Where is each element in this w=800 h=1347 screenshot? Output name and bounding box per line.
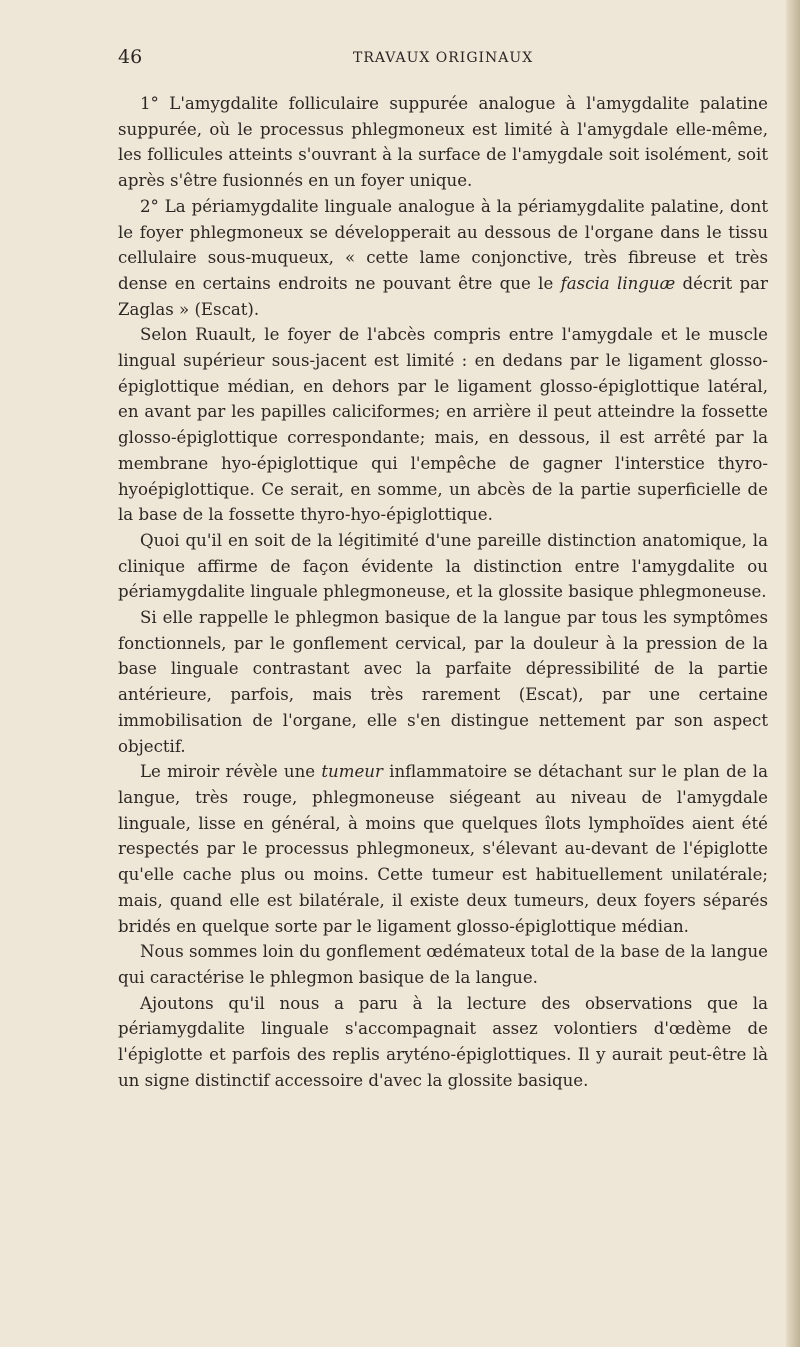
italic-term: fascia linguæ	[560, 273, 676, 293]
page-edge	[786, 0, 800, 1347]
body-text	[118, 91, 768, 1093]
paragraph	[118, 991, 768, 1094]
paragraph-text: 2° La périamygdalite linguale analogue à la périamygdalite palatine, dont le foyer phlegmoneux se développerait au dessous de l'organe dans le tissu cellulaire sous-muqueux, « cette lame conjonctive, très fibreuse et très dense en certains endroits ne pouvant être que le	[118, 196, 768, 293]
running-title: TRAVAUX ORIGINAUX	[353, 50, 534, 66]
paragraph-text: 1° L'amygdalite folliculaire suppurée analogue à l'amygdalite palatine suppurée, où le processus phlegmoneux est limité à l'amygdale elle-même, les follicules atteints s'ouvrant à la surface de l'amygdale soit isolément, soit après s'être fusionnés en un foyer unique.	[118, 94, 768, 191]
paragraph-text: Le miroir révèle une	[140, 762, 322, 782]
paragraph	[118, 91, 768, 194]
paragraph	[118, 939, 768, 990]
paragraph	[118, 605, 768, 759]
paragraph-text: Ajoutons qu'il nous a paru à la lecture des observations que la périamygdalite linguale s'accompagnait assez volontiers d'œdème de l'épiglotte et parfois des replis aryténo-épiglottiques. Il y aurait peut-être là un signe distinctif accessoire d'avec la glossite basique.	[118, 993, 768, 1090]
italic-term: tumeur	[321, 762, 383, 782]
paragraph-text: décrit par Zaglas » (Escat).	[118, 273, 768, 319]
paragraph	[118, 528, 768, 605]
paragraph	[118, 322, 768, 528]
paragraph	[118, 194, 768, 323]
paragraph-text: Si elle rappelle le phlegmon basique de la langue par tous les symptômes fonctionnels, par le gonflement cervical, par la douleur à la pression de la base linguale contrastant avec la parfaite dépressibilité de la partie antérieure, parfois, mais très rarement (Escat), par une certaine immobilisation de l'organe, elle s'en distingue nettement par son aspect objectif.	[118, 608, 768, 756]
paragraph	[118, 759, 768, 939]
paragraph-text: Selon Ruault, le foyer de l'abcès compris entre l'amygdale et le muscle lingual supérieur sous-jacent est limité : en dedans par le ligament glosso-épiglottique médian, en dehors par le ligament glosso-épiglottique latéral, en avant par les papilles caliciformes; en arrière il peut atteindre la fossette glosso-épiglottique correspondante; mais, en dessous, il est arrêté par la membrane hyo-épiglottique qui l'empêche de gagner l'interstice thyro-hyoépiglottique. Ce serait, en somme, un abcès de la partie superficielle de la base de la fossette thyro-hyo-épiglottique.	[118, 325, 768, 525]
paragraph-text: Quoi qu'il en soit de la légitimité d'une pareille distinction anatomique, la clinique affirme de façon évidente la distinction entre l'amygdalite ou périamygdalite linguale phlegmoneuse, et la glossite basique phlegmoneuse.	[118, 530, 768, 602]
page-header	[118, 42, 766, 82]
paragraph-text: Nous sommes loin du gonflement œdémateux total de la base de la langue qui caractérise le phlegmon basique de la langue.	[118, 942, 768, 987]
paragraph-text: inflammatoire se détachant sur le plan de la langue, très rouge, phlegmoneuse siégeant au niveau de l'amygdale linguale, lisse en général, à moins que quelques îlots lymphoïdes aient été respectés par le processus phlegmoneux, s'élevant au-devant de l'épiglotte qu'elle cache plus ou moins. Cette tumeur est habituellement unilatérale; mais, quand elle est bilatérale, il existe deux tumeurs, deux foyers séparés bridés en quelque sorte par le ligament glosso-épiglottique médian.	[118, 762, 768, 936]
page-number: 46	[118, 46, 143, 68]
